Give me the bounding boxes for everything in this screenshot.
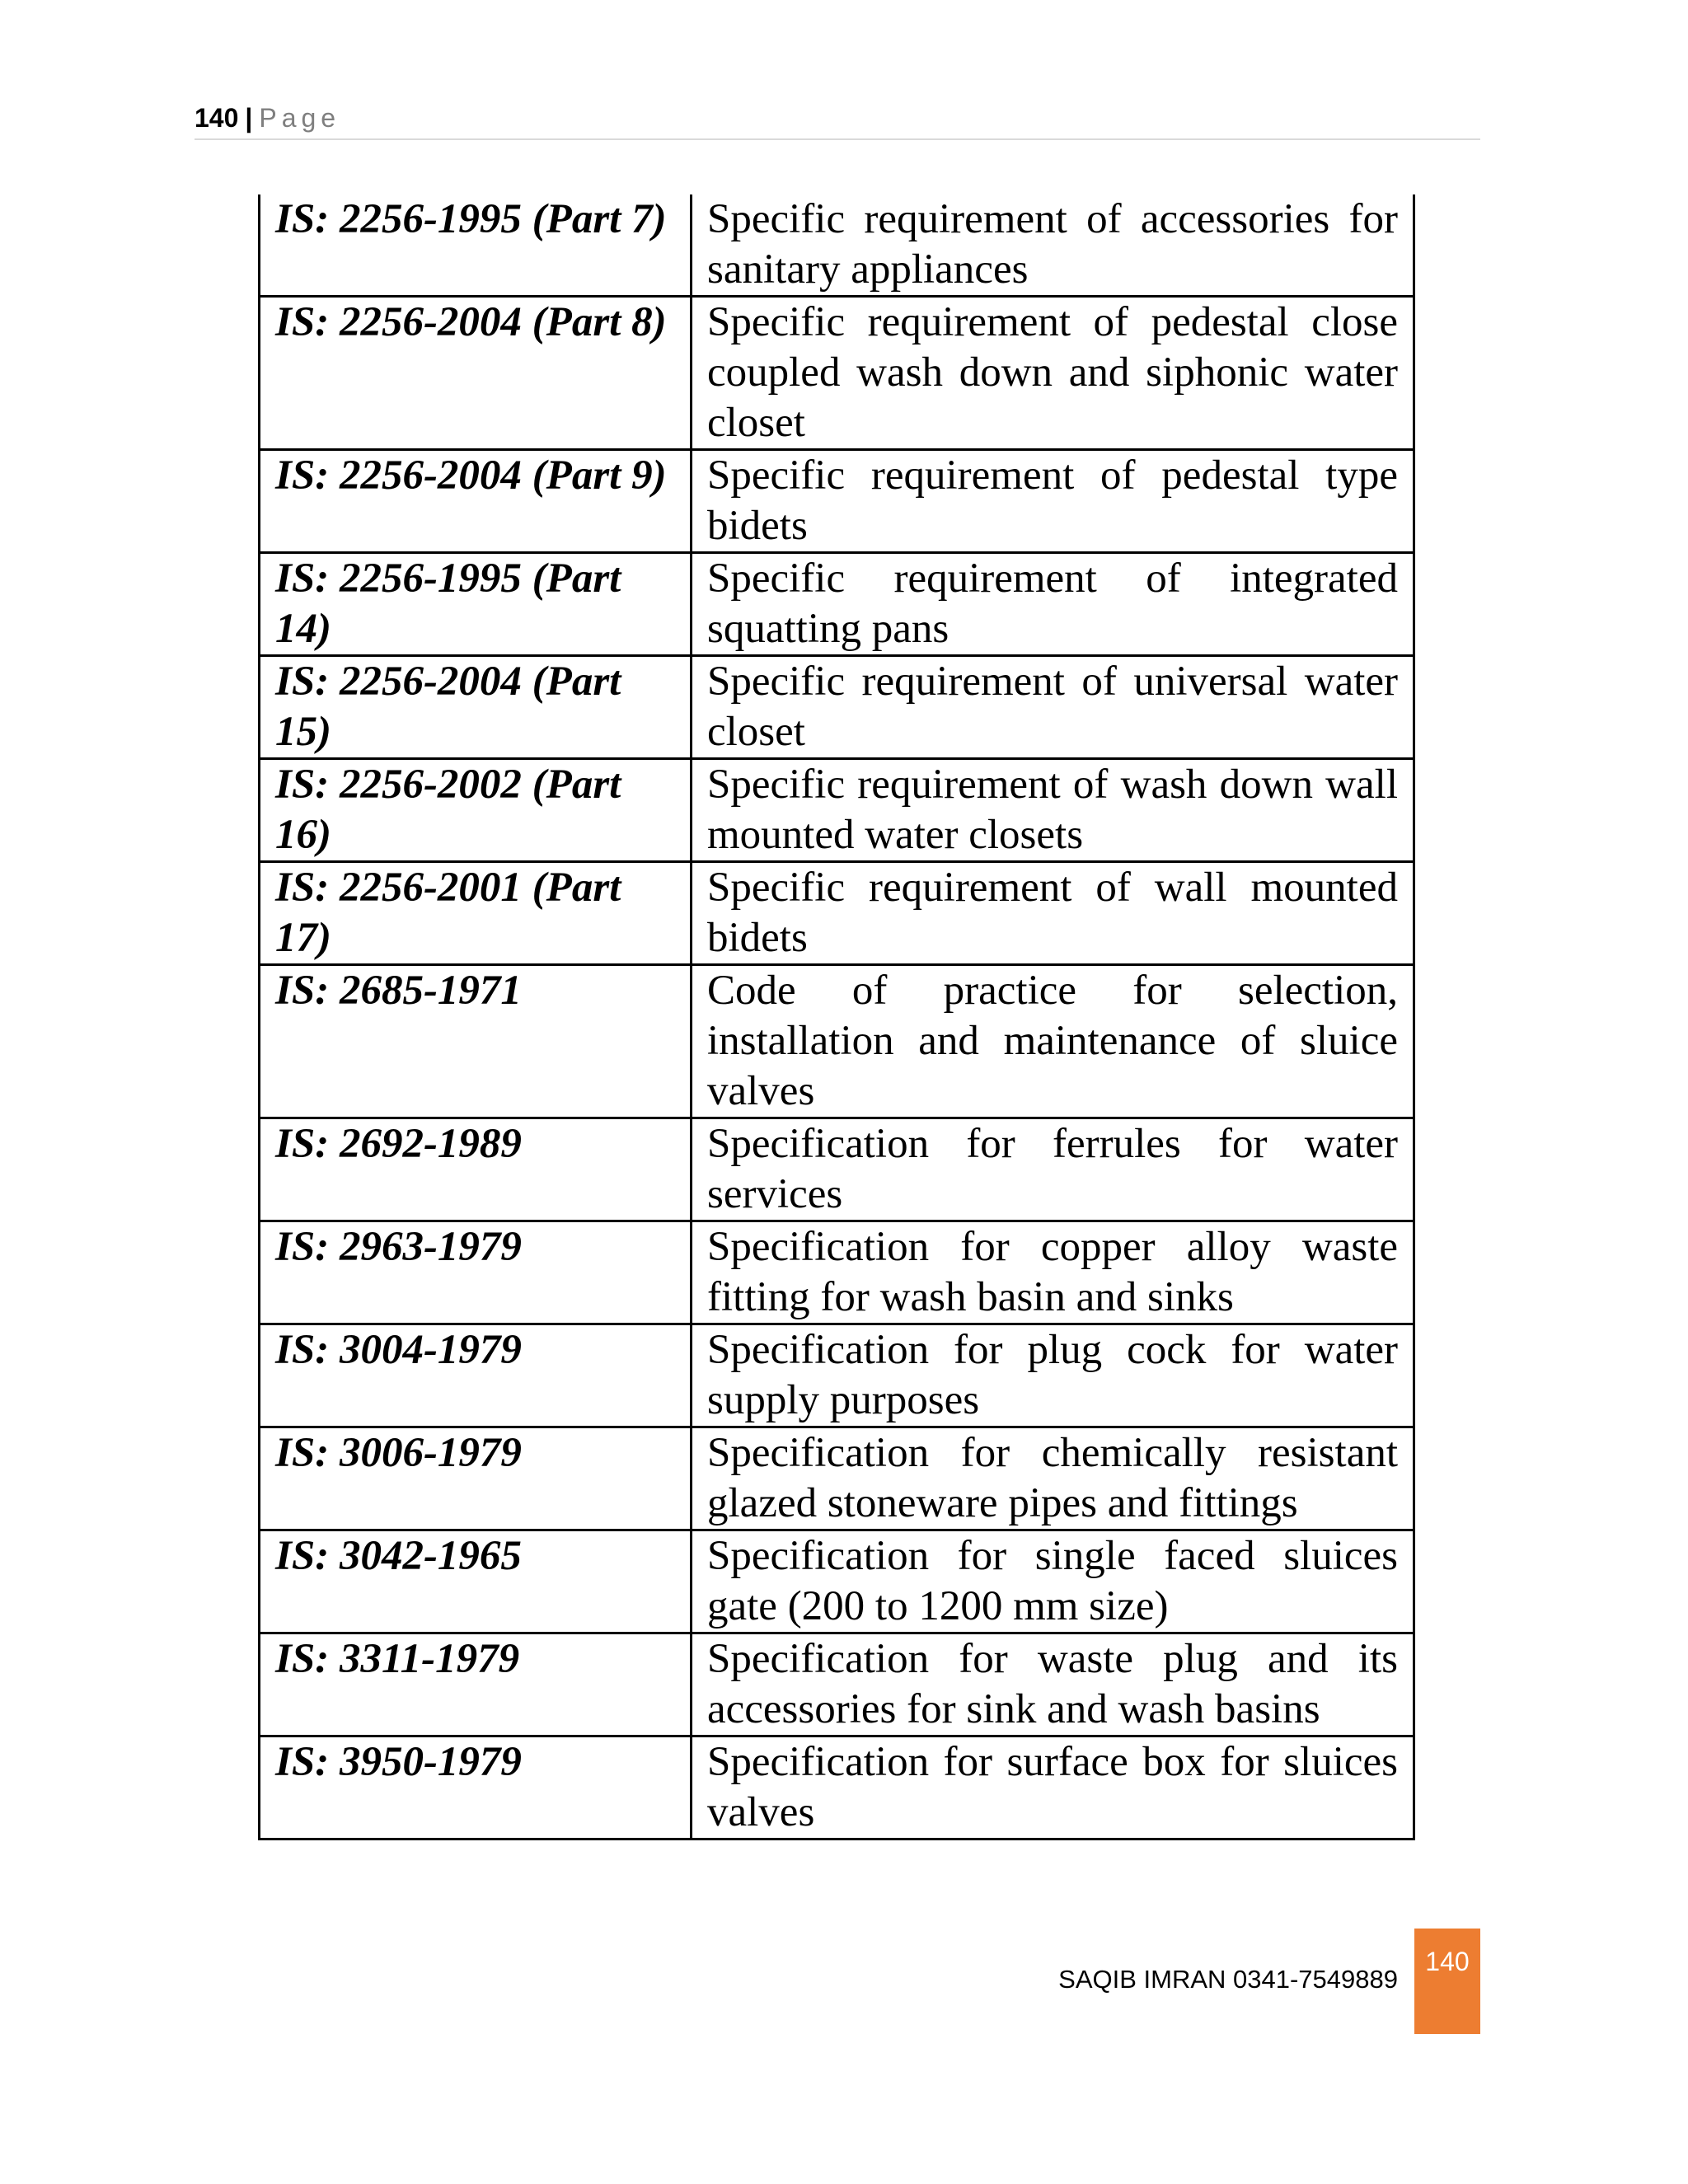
standard-description-cell: Specification for copper alloy waste fitting for wash basin and sinks: [692, 1221, 1414, 1324]
standard-code-cell: IS: 2685-1971: [260, 965, 692, 1118]
table-row: [260, 1633, 1414, 1736]
table-row: [260, 297, 1414, 450]
table-row: [260, 1530, 1414, 1633]
table-row: [260, 965, 1414, 1118]
standard-code-cell: IS: 3042-1965: [260, 1530, 692, 1633]
header-page-word: Page: [259, 103, 341, 133]
table-row: [260, 1118, 1414, 1221]
standard-description-cell: Specification for surface box for sluices valves: [692, 1736, 1414, 1840]
standard-description-cell: Specific requirement of accessories for sanitary appliances: [692, 194, 1414, 297]
table-row: [260, 862, 1414, 965]
standard-code-cell: IS: 3006-1979: [260, 1427, 692, 1530]
standard-code-cell: IS: 2963-1979: [260, 1221, 692, 1324]
standard-code-cell: IS: 3311-1979: [260, 1633, 692, 1736]
table-row: [260, 656, 1414, 759]
table-row: [260, 450, 1414, 553]
footer-page-box: 140: [1414, 1929, 1480, 2034]
standard-code-cell: IS: 3004-1979: [260, 1324, 692, 1427]
standard-code-cell: IS: 2256-2004 (Part 8): [260, 297, 692, 450]
standard-code-cell: IS: 2256-2002 (Part 16): [260, 759, 692, 862]
table-row: [260, 1221, 1414, 1324]
standard-description-cell: Specific requirement of wall mounted bidets: [692, 862, 1414, 965]
page-header: [195, 97, 1480, 140]
standard-code-cell: IS: 3950-1979: [260, 1736, 692, 1840]
table-row: [260, 194, 1414, 297]
standard-description-cell: Specification for ferrules for water services: [692, 1118, 1414, 1221]
standards-table-body: [260, 194, 1414, 1840]
standard-description-cell: Specification for chemically resistant glazed stoneware pipes and fittings: [692, 1427, 1414, 1530]
standard-code-cell: IS: 2256-2004 (Part 9): [260, 450, 692, 553]
standard-code-cell: IS: 2256-1995 (Part 7): [260, 194, 692, 297]
standard-description-cell: Specific requirement of pedestal type bidets: [692, 450, 1414, 553]
standard-description-cell: Code of practice for selection, installation and maintenance of sluice valves: [692, 965, 1414, 1118]
standard-description-cell: Specification for waste plug and its accessories for sink and wash basins: [692, 1633, 1414, 1736]
standard-code-cell: IS: 2256-2004 (Part 15): [260, 656, 692, 759]
standard-description-cell: Specification for plug cock for water supply purposes: [692, 1324, 1414, 1427]
standard-description-cell: Specific requirement of integrated squatting pans: [692, 553, 1414, 656]
standard-description-cell: Specification for single faced sluices gate (200 to 1200 mm size): [692, 1530, 1414, 1633]
table-row: [260, 1324, 1414, 1427]
standard-description-cell: Specific requirement of universal water closet: [692, 656, 1414, 759]
standard-description-cell: Specific requirement of wash down wall mounted water closets: [692, 759, 1414, 862]
table-row: [260, 759, 1414, 862]
standards-table: [258, 194, 1415, 1840]
header-page-number: 140: [195, 103, 239, 133]
header-separator: |: [245, 103, 253, 133]
standard-code-cell: IS: 2256-2001 (Part 17): [260, 862, 692, 965]
standard-code-cell: IS: 2692-1989: [260, 1118, 692, 1221]
table-row: [260, 553, 1414, 656]
standard-description-cell: Specific requirement of pedestal close coupled wash down and siphonic water closet: [692, 297, 1414, 450]
table-row: [260, 1736, 1414, 1840]
table-row: [260, 1427, 1414, 1530]
standard-code-cell: IS: 2256-1995 (Part 14): [260, 553, 692, 656]
footer-author: SAQIB IMRAN 0341-7549889: [1058, 1965, 1398, 1994]
